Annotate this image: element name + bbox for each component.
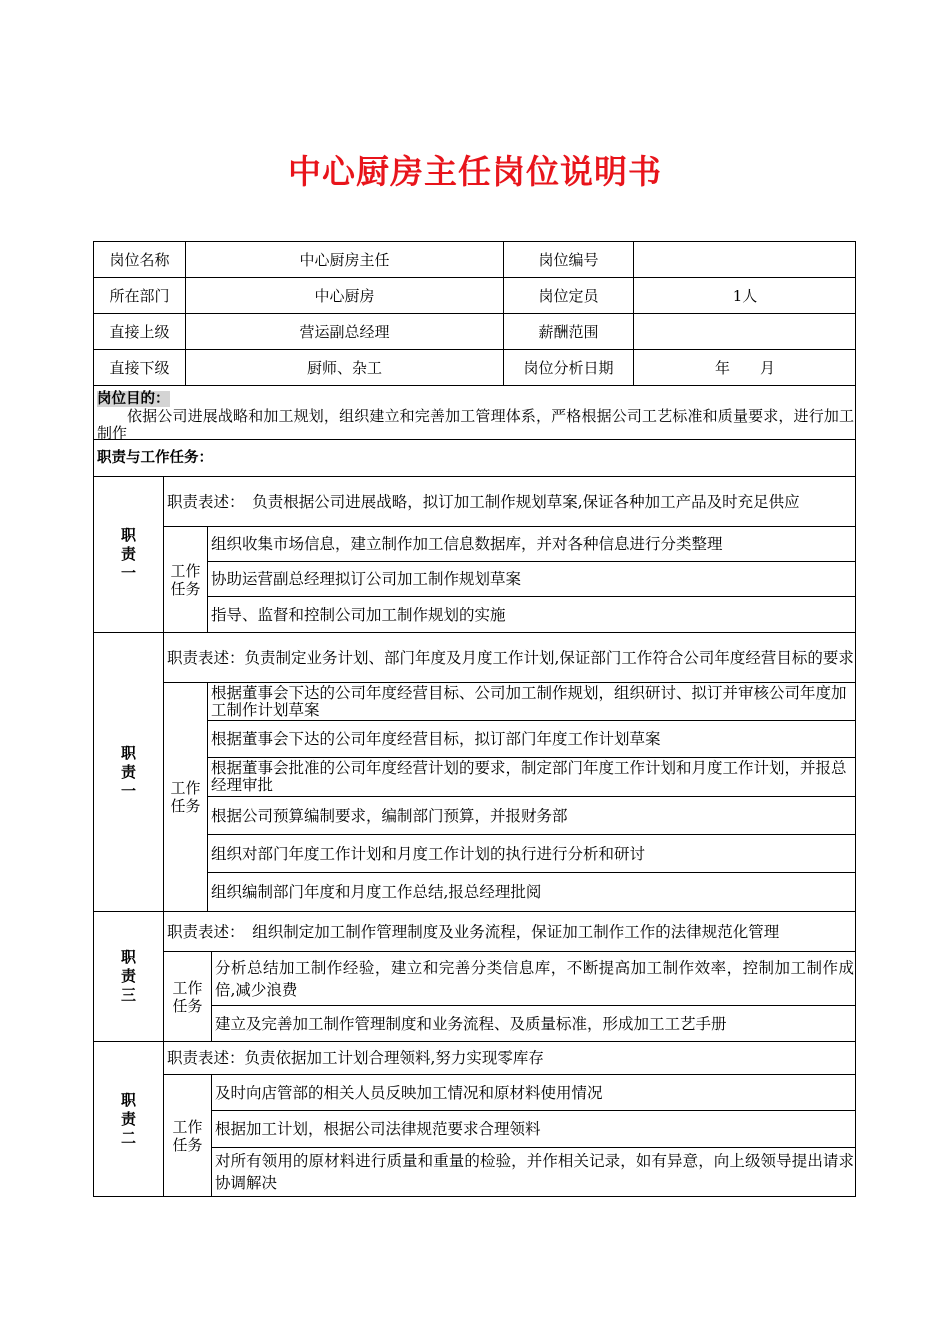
job-description-table bbox=[93, 241, 856, 1197]
duty2-task-3: 根据董事会批准的公司年度经营计划的要求，制定部门年度工作计划和月度工作计划，并报总经理审批 bbox=[208, 758, 856, 797]
page-title: 中心厨房主任岗位说明书 bbox=[288, 152, 662, 191]
purpose-heading: 岗位目的： bbox=[97, 391, 170, 407]
value-position-name: 中心厨房主任 bbox=[186, 242, 504, 278]
task-label-3: 工作任务 bbox=[164, 952, 212, 1042]
label-position-code: 岗位编号 bbox=[504, 242, 634, 278]
purpose-section bbox=[94, 386, 856, 440]
duty4-task-1: 及时向店管部的相关人员反映加工情况和原材料使用情况 bbox=[212, 1075, 856, 1111]
label-headcount: 岗位定员 bbox=[504, 278, 634, 314]
duty-statement-1: 职责表述： 负责根据公司进展战略，拟订加工制作规划草案,保证各种加工产品及时充足供应 bbox=[164, 477, 856, 527]
duty2-task-5: 组织对部门年度工作计划和月度工作计划的执行进行分析和研讨 bbox=[208, 835, 856, 873]
duty-statement-2: 职责表述：负责制定业务计划、部门年度及月度工作计划,保证部门工作符合公司年度经营目标的要求 bbox=[164, 633, 856, 683]
task-label-1: 工作任务 bbox=[164, 527, 208, 633]
label-salary-range: 薪酬范围 bbox=[504, 314, 634, 350]
duty-label-4: 职责二 bbox=[94, 1042, 164, 1196]
duty3-task-1: 分析总结加工制作经验，建立和完善分类信息库，不断提高加工制作效率，控制加工制作成倍,减少浪费 bbox=[212, 952, 856, 1006]
label-subordinates: 直接下级 bbox=[94, 350, 186, 386]
duties-heading: 职责与工作任务： bbox=[94, 440, 856, 477]
duty1-task-1: 组织收集市场信息，建立制作加工信息数据库，并对各种信息进行分类整理 bbox=[208, 527, 856, 562]
duty2-task-6: 组织编制部门年度和月度工作总结,报总经理批阅 bbox=[208, 873, 856, 912]
duty-statement-4: 职责表述：负责依据加工计划合理领料,努力实现零库存 bbox=[164, 1042, 856, 1075]
duty-label-2: 职责一 bbox=[94, 633, 164, 912]
task-label-4: 工作任务 bbox=[164, 1075, 212, 1196]
duty1-task-3: 指导、监督和控制公司加工制作规划的实施 bbox=[208, 597, 856, 633]
value-headcount: 1人 bbox=[634, 278, 856, 314]
purpose-text: 依据公司进展战略和加工规划，组织建立和完善加工管理体系，严格根据公司工艺标准和质量要求，进行加工制作 bbox=[97, 407, 854, 442]
value-subordinates: 厨师、杂工 bbox=[186, 350, 504, 386]
label-position-name: 岗位名称 bbox=[94, 242, 186, 278]
value-position-code bbox=[634, 242, 856, 278]
label-department: 所在部门 bbox=[94, 278, 186, 314]
task-label-2: 工作任务 bbox=[164, 683, 208, 912]
duty2-task-1: 根据董事会下达的公司年度经营目标、公司加工制作规划，组织研讨、拟订并审核公司年度加工制作计划草案 bbox=[208, 683, 856, 721]
value-supervisor: 营运副总经理 bbox=[186, 314, 504, 350]
duty-statement-3: 职责表述： 组织制定加工制作管理制度及业务流程，保证加工制作工作的法律规范化管理 bbox=[164, 912, 856, 952]
duty1-task-2: 协助运营副总经理拟订公司加工制作规划草案 bbox=[208, 562, 856, 597]
duty3-task-2: 建立及完善加工制作管理制度和业务流程、及质量标准，形成加工工艺手册 bbox=[212, 1006, 856, 1042]
duty-label-1: 职责一 bbox=[94, 477, 164, 633]
value-analysis-date: 年 月 bbox=[634, 350, 856, 386]
label-analysis-date: 岗位分析日期 bbox=[504, 350, 634, 386]
duty-label-3: 职责三 bbox=[94, 912, 164, 1042]
duty4-task-3: 对所有领用的原材料进行质量和重量的检验，并作相关记录，如有异意，向上级领导提出请求协调解决 bbox=[215, 1152, 854, 1192]
label-supervisor: 直接上级 bbox=[94, 314, 186, 350]
duty2-task-4: 根据公司预算编制要求，编制部门预算，并报财务部 bbox=[208, 797, 856, 835]
duty4-task-2: 根据加工计划，根据公司法律规范要求合理领料 bbox=[212, 1111, 856, 1148]
value-salary-range bbox=[634, 314, 856, 350]
duty2-task-2: 根据董事会下达的公司年度经营目标，拟订部门年度工作计划草案 bbox=[208, 721, 856, 758]
value-department: 中心厨房 bbox=[186, 278, 504, 314]
